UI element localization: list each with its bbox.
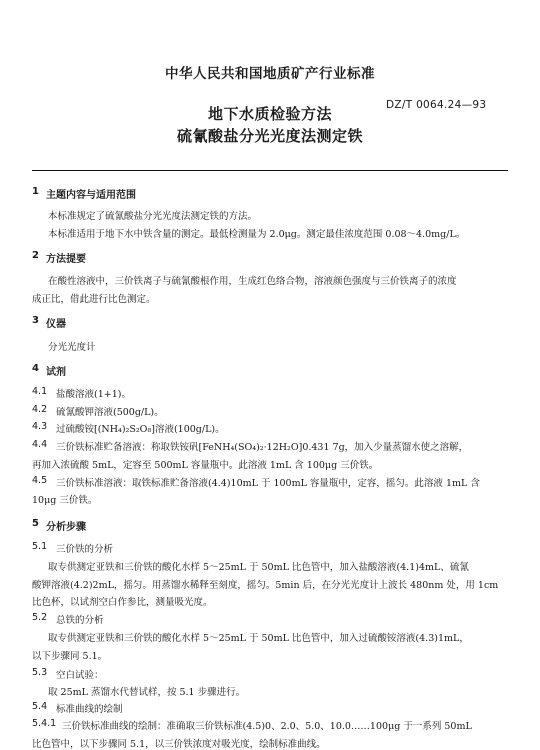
section-3-title: 仪器 [46, 319, 66, 330]
item-5-4-title: 标准曲线的绘制 [56, 704, 123, 715]
para-5-1-b: 酸钾溶液(4.2)2mL，摇匀。用蒸馏水稀释至刻度，摇匀。5min 后，在分光光度计上波长 480nm 处，用 1cm [32, 580, 499, 591]
para-2-2: 成正比，借此进行比色测定。 [32, 294, 156, 305]
section-3-number: 3 [32, 315, 39, 326]
item-4-1-number: 4.1 [32, 386, 48, 397]
title-line-1: 地下水质检验方法 [207, 105, 332, 123]
item-4-4-text: 三价铁标准贮备溶液：称取铁铵矾[FeNH₄(SO₄)₂·12H₂O]0.431 7g，加入少量蒸馏水使之溶解， [56, 442, 469, 453]
para-3-1: 分光光度计 [48, 342, 96, 353]
para-1-2: 本标准适用于地下水中铁含量的测定。最低检测量为 2.0μg。测定最佳浓度范围 0.08～4.0mg/L。 [48, 229, 466, 240]
section-1-number: 1 [32, 186, 39, 197]
section-1-title: 主题内容与适用范围 [46, 190, 136, 201]
para-5-2-b: 以下步骤同 5.1。 [32, 651, 108, 662]
item-4-2-number: 4.2 [32, 404, 48, 415]
item-5-1-title: 三价铁的分析 [56, 544, 114, 555]
para-5-3: 取 25mL 蒸馏水代替试样，按 5.1 步骤进行。 [48, 687, 246, 698]
item-4-4-number: 4.4 [32, 439, 48, 450]
para-2-1: 在酸性溶液中，三价铁离子与硫氰酸根作用，生成红色络合物，溶液颜色强度与三价铁离子的浓度 [48, 276, 457, 287]
section-5-number: 5 [32, 518, 39, 529]
item-5-4-1-number: 5.4.1 [32, 718, 57, 729]
section-5-title: 分析步骤 [46, 522, 86, 533]
section-4-number: 4 [32, 363, 39, 374]
item-5-1-number: 5.1 [32, 541, 48, 552]
section-4-title: 试剂 [46, 367, 66, 378]
item-4-5-continued: 10μg 三价铁。 [32, 495, 98, 506]
para-1-1: 本标准规定了硫氰酸盐分光光度法测定铁的方法。 [48, 211, 258, 222]
para-5-1-a: 取专供测定亚铁和三价铁的酸化水样 5～25mL 于 50mL 比色管中，加入盐酸溶液(4.1)4mL、硫氰 [48, 562, 469, 573]
item-4-3-number: 4.3 [32, 421, 48, 432]
item-5-4-number: 5.4 [32, 701, 48, 712]
section-2-title: 方法提要 [46, 254, 86, 265]
item-5-4-1-continued: 比色管中，以下步骤同 5.1，以三价铁浓度对吸光度，绘制标准曲线。 [32, 739, 326, 750]
item-4-5-text: 三价铁标准溶液：取铁标准贮备溶液(4.4)10mL 于 100mL 容量瓶中，定容，摇匀。此溶液 1mL 含 [56, 478, 480, 489]
item-4-1-text: 盐酸溶液(1+1)。 [56, 389, 131, 400]
item-5-3-title: 空白试验： [56, 670, 104, 681]
item-4-5-number: 4.5 [32, 475, 48, 486]
item-5-2-title: 总铁的分析 [56, 615, 104, 626]
document-header: 中华人民共和国地质矿产行业标准 [165, 66, 375, 82]
title-line-2: 硫氰酸盐分光光度法测定铁 [176, 127, 363, 145]
item-5-3-number: 5.3 [32, 667, 48, 678]
section-2-number: 2 [32, 250, 39, 261]
standard-number: DZ/T 0064.24—93 [386, 99, 487, 111]
item-5-4-1-text: 三价铁标准曲线的绘制：准确取三价铁标准(4.5)0、2.0、5.0、10.0……100μg 于一系列 50mL [62, 721, 472, 732]
item-4-4-continued: 再加入浓硫酸 5mL，定容至 500mL 容量瓶中。此溶液 1mL 含 100μg 三价铁。 [32, 460, 379, 471]
item-4-3-text: 过硫酸铵[(NH₄)₂S₂O₈]溶液(100g/L)。 [56, 424, 225, 435]
para-5-2-a: 取专供测定亚铁和三价铁的酸化水样 5～25mL 于 50mL 比色管中，加入过硫酸铵溶液(4.3)1mL， [48, 633, 469, 644]
item-4-2-text: 硫氰酸钾溶液(500g/L)。 [56, 407, 164, 418]
para-5-1-c: 比色杯，以试剂空白作参比，测量吸光度。 [32, 597, 213, 608]
item-5-2-number: 5.2 [32, 612, 48, 623]
header-divider [32, 170, 508, 171]
